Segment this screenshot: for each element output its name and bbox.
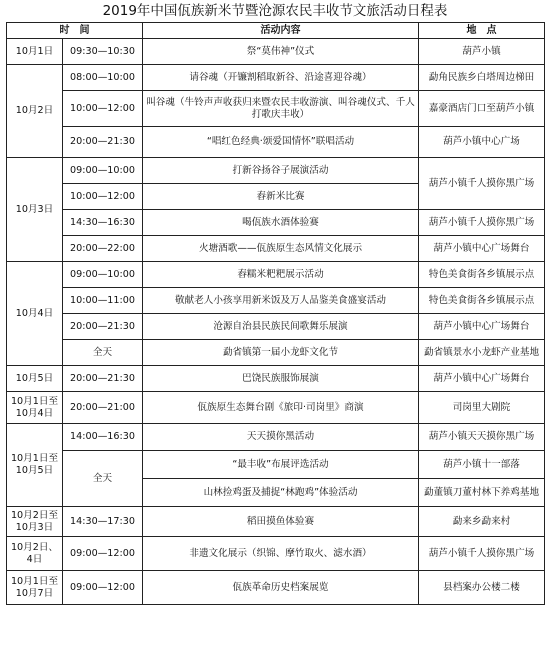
place-cell: 葫芦小镇 <box>419 39 545 65</box>
date-cell: 10月2日至10月3日 <box>7 507 63 537</box>
date-cell: 10月3日 <box>7 158 63 262</box>
table-row <box>7 424 545 451</box>
header-time: 时 间 <box>7 23 143 39</box>
table-row <box>7 39 545 65</box>
content-cell: 非遗文化展示（织锦、摩竹取火、滤水酒） <box>143 537 419 571</box>
table-row <box>7 366 545 392</box>
date-cell: 10月2日 <box>7 65 63 158</box>
place-cell: 葫芦小镇十一部落 <box>419 451 545 479</box>
table-row <box>7 392 545 424</box>
table-row <box>7 236 545 262</box>
table-row <box>7 158 545 184</box>
content-cell: 山林捡鸡蛋及捕捉“林跑鸡”体验活动 <box>143 479 419 507</box>
content-cell: 佤族原生态舞台剧《旅印·司岗里》商演 <box>143 392 419 424</box>
time-cell: 20:00—21:30 <box>63 127 143 158</box>
table-row <box>7 91 545 127</box>
content-cell: “唱红色经典·颂爱国情怀”联唱活动 <box>143 127 419 158</box>
date-cell: 10月4日 <box>7 262 63 366</box>
content-cell: 请谷魂（开镰割稻取新谷、沿途喜迎谷魂） <box>143 65 419 91</box>
content-cell: 佤族革命历史档案展览 <box>143 571 419 605</box>
content-cell: 祭“莫伟神”仪式 <box>143 39 419 65</box>
table-row <box>7 210 545 236</box>
time-cell: 09:00—12:00 <box>63 571 143 605</box>
content-cell: 勐省镇第一届小龙虾文化节 <box>143 340 419 366</box>
time-cell: 20:00—21:30 <box>63 314 143 340</box>
place-cell: 葫芦小镇天天摸你黑广场 <box>419 424 545 451</box>
time-cell: 14:30—17:30 <box>63 507 143 537</box>
content-cell: 叫谷魂（牛铃声声收获归来暨农民丰收游演、叫谷魂仪式、千人打歌庆丰收） <box>143 91 419 127</box>
place-cell: 县档案办公楼二楼 <box>419 571 545 605</box>
table-row <box>7 507 545 537</box>
date-cell: 10月5日 <box>7 366 63 392</box>
table-row <box>7 262 545 288</box>
date-cell: 10月1日 <box>7 39 63 65</box>
place-cell: 葫芦小镇中心广场舞台 <box>419 236 545 262</box>
time-cell: 全天 <box>63 340 143 366</box>
time-cell: 09:00—12:00 <box>63 537 143 571</box>
place-cell: 特色美食街各乡镇展示点 <box>419 262 545 288</box>
place-cell: 勐来乡勐来村 <box>419 507 545 537</box>
time-cell: 09:00—10:00 <box>63 262 143 288</box>
content-cell: “最丰收”布展评选活动 <box>143 451 419 479</box>
table-row <box>7 571 545 605</box>
content-cell: 舂新米比赛 <box>143 184 419 210</box>
time-cell: 14:30—16:30 <box>63 210 143 236</box>
content-cell: 舂糯米粑粑展示活动 <box>143 262 419 288</box>
content-cell: 火塘酒歌——佤族原生态风情文化展示 <box>143 236 419 262</box>
content-cell: 稻田摸鱼体验赛 <box>143 507 419 537</box>
place-cell: 司岗里大剧院 <box>419 392 545 424</box>
date-cell: 10月1日至10月5日 <box>7 424 63 507</box>
content-cell: 敬献老人小孩享用新米饭及万人品鉴美食盛宴活动 <box>143 288 419 314</box>
time-cell: 20:00—21:00 <box>63 392 143 424</box>
content-cell: 巴饶民族服饰展演 <box>143 366 419 392</box>
content-cell: 喝佤族水酒体验赛 <box>143 210 419 236</box>
table-row <box>7 451 545 479</box>
time-cell: 14:00—16:30 <box>63 424 143 451</box>
time-cell: 09:30—10:30 <box>63 39 143 65</box>
time-cell: 08:00—10:00 <box>63 65 143 91</box>
table-row <box>7 537 545 571</box>
table-row <box>7 65 545 91</box>
table-row <box>7 314 545 340</box>
date-cell: 10月2日、4日 <box>7 537 63 571</box>
place-cell: 葫芦小镇千人摸你黑广场 <box>419 158 545 210</box>
table-row <box>7 288 545 314</box>
place-cell: 勐董镇刀董村林下养鸡基地 <box>419 479 545 507</box>
date-cell: 10月1日至10月7日 <box>7 571 63 605</box>
time-cell: 09:00—10:00 <box>63 158 143 184</box>
content-cell: 天天摸你黑活动 <box>143 424 419 451</box>
table-row <box>7 127 545 158</box>
time-cell: 10:00—12:00 <box>63 184 143 210</box>
place-cell: 葫芦小镇中心广场舞台 <box>419 314 545 340</box>
time-cell: 20:00—21:30 <box>63 366 143 392</box>
place-cell: 嘉豪酒店门口至葫芦小镇 <box>419 91 545 127</box>
place-cell: 葫芦小镇千人摸你黑广场 <box>419 210 545 236</box>
place-cell: 勐省镇景水小龙虾产业基地 <box>419 340 545 366</box>
page-title: 2019年中国佤族新米节暨沧源农民丰收节文旅活动日程表 <box>102 3 448 19</box>
place-cell: 葫芦小镇千人摸你黑广场 <box>419 537 545 571</box>
place-cell: 葫芦小镇中心广场舞台 <box>419 366 545 392</box>
time-cell: 10:00—11:00 <box>63 288 143 314</box>
time-cell: 10:00—12:00 <box>63 91 143 127</box>
date-cell: 10月1日至10月4日 <box>7 392 63 424</box>
table-row <box>7 340 545 366</box>
header-place: 地 点 <box>419 23 545 39</box>
place-cell: 勐角民族乡白塔周边梯田 <box>419 65 545 91</box>
schedule-table <box>6 22 545 605</box>
content-cell: 沧源自治县民族民间歌舞乐展演 <box>143 314 419 340</box>
header-content: 活动内容 <box>143 23 419 39</box>
content-cell: 打新谷扬谷子展演活动 <box>143 158 419 184</box>
header-row <box>7 23 545 39</box>
place-cell: 葫芦小镇中心广场 <box>419 127 545 158</box>
time-cell: 20:00—22:00 <box>63 236 143 262</box>
time-cell: 全天 <box>63 451 143 507</box>
place-cell: 特色美食街各乡镇展示点 <box>419 288 545 314</box>
